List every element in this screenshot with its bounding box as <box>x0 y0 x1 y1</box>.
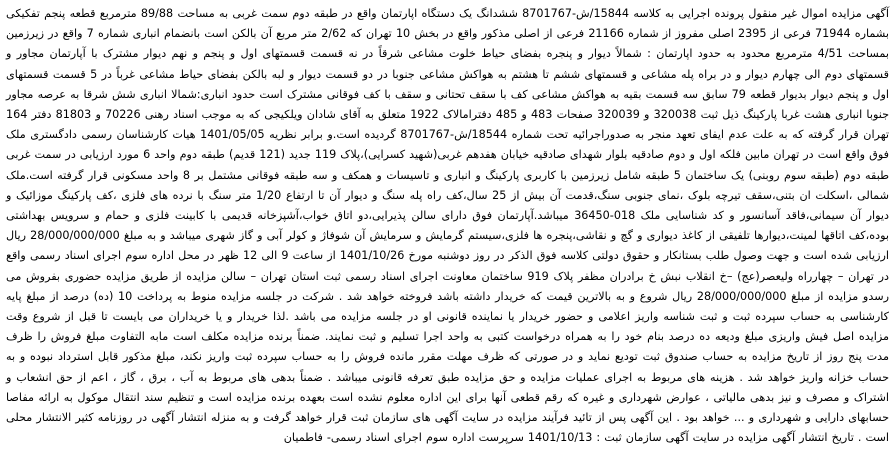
auction-notice-text: آگهی مزایده اموال غیر منقول پرونده اجرایی به کلاسه 15844/ش-8701767 ششدانگ یک دستگاه اپارتمان واقع در طبقه دوم سمت غربی به مساحت 89/88 مترمربع قطعه پنجم تفکیکی بشماره 71944 فرعی از 2395 اصلی مفروز از شماره 21166 فرعی از اصلی مذکور واقع در بخش 10 تهران که 2/62 متر مربع آن بالکن است بانضمام انباری شماره 7 واقع در زیرزمین بمساحت 4/51 مترمربع محدود به حدود اپارتمان : شمالاً دیوار و پنجره بفضای حیاط خلوت مشاعی شرقاً در نه قسمت قسمتهای اول و پنجم و نهم دیوار مشترک با آپارتمان مجاور و قسمتهای دوم الی چهارم دیوار و در براه پله مشاعی و قسمتهای ششم تا هشتم به هواکش مشاعی جنوبا در دو قسمت دیوار و لبه بالکن بفضای حیاط مشاعی غرباً در 5 قسمت قسمتهای اول و پنجم دیوار بدیوار قطعه 79 سابق سه قسمت بقیه به هواکش مشاعی کف با سقف تحتانی و سقف با کف فوقانی مشترک است حدود انباری:شمالا انباری شش شرقا به عرصه مجاور جنوبا انباری هشت غربا پارکینگ ذیل ثبت 320038 و 320039 صفحات 483 و 485 دفترامالاک 1922 متعلق به آقای شادان ویلکیجی که به موجب اسناد رهنی 70226 و 81803 دفتر 164 تهران قرار گرفته که به علت عدم ایفای تعهد منجر به صدوراجرائیه تحت شماره 18544/ش-8701767 گردیده است.و برابر نظریه 1401/05/05 هیات کارشناسان رسمی دادگستری ملک فوق واقع است در تهران مابین فلکه اول و دوم صادقیه بلوار شهدای صادقیه خیابان هفدهم غربی(شهید کسرایی)،پلاک 119 جدید (121 قدیم) طبقه دوم واحد 6 مورد ارزیابی در سمت غربی طبقه دوم (طبقه سوم روبنی) یک ساختمان 5 طبقه شامل زیرزمین با کاربری پارکینگ و انباری و تاسیسات و همکف و سه طبقه فوقانی مشتمل بر 8 واحد مسکونی قرار گرفته است.ملک شمالی ،اسکلت ان بتنی،سقف تیرچه بلوک ،نمای جنوبی سنگ،قدمت آن بیش از 25 سال،کف راه پله سنگ و دیوار آن تا ارتفاع 1/20 متر سنگ با نرده های فلزی ،کف پارکینگ موزائیک و دیوار آن سیمانی،فاقد آسانسور و کد شناسایی ملک 018-36450 میباشد.آپارتمان فوق دارای سالن پذیرایی،دو اتاق خواب،آشپزخانه قدیمی با کابینت فلزی و حمام و سرویس بهداشتی بوده،کف اتاقها لمینت،دیوارها تلفیقی از کاغذ دیواری و گچ و نقاشی،پنجره ها فلزی،سیستم گرمایش و سرمایش آن شوفاژ و کولر آبی و گاز شهری میباشد و به مبلغ 28/000/000/000 ریال ارزیابی شده است و جهت وصول طلب بستانکار و حقوق دولتی کلاسه فوق الذکر در روز دوشنبه مورخ 1401/10/26 از ساعت 9 الی 12 ظهر در محل اداره سوم اجرای اسناد رسمی واقع در تهران – چهارراه ولیعصر(عج) –خ انقلاب نبش خ برادران مظفر پلاک 919 ساختمان معاونت اجرای اسناد رسمی ثبت استان تهران – سالن مزایده از طریق مزایده حضوری بفروش می رسدو مزایده از مبلغ 28/000/000/000 ریال شروع و به بالاترین قیمت که خریدار داشته باشد فروخته خواهد شد . شرکت در جلسه مزایده منوط به پرداخت 10 (ده) درصد از مبلغ پایه کارشناسی به حساب سپرده ثبت و ثبت شناسه واریز اعلامی و حضور خریدار یا نماینده قانونی او در جلسه مزایده می باشد .لذا خریدار و یا خریداران می بایست تا قبل از شروع وقت مزایده اصل فیش واریزی مبلغ ودیعه ده درصد بنام خود را به همراه درخواست کتبی به واحد اجرا تسلیم و ثبت نمایند. ضمناً برنده مزایده مکلف است مابه التفاوت مبلغ فروش را ظرف مدت پنج روز از تاریخ مزایده به حساب صندوق ثبت تودیع نماید و در صورتی که ظرف مهلت مقرر مانده فروش را به حساب سپرده ثبت واریز نکند، مبلغ مذکور قابل استرداد نبوده و به حساب خزانه واریز خواهد شد . هزینه های مربوط به اجرای عملیات مزایده و حق مزایده طبق تعرفه قانونی میباشد . ضمناً بدهی های مربوط به آب ، برق ، گاز ، اعم از حق انشعاب و اشتراک و مصرف و نیز بدهی مالیاتی ، عوارض شهرداری و غیره که رقم قطعی آنها برای این اداره معلوم نشده است بعهده برنده مزایده است و تنظیم سند انتقال موکول به ارائه مفاصا حسابهای دارایی و شهرداری و ... خواهد بود . این آگهی پس از تائید فرآیند مزایده در سایت آگهی های سازمان ثبت قرار خواهد گرفت و به منزله انتشار آگهی در روزنامه کثیر الانتشار محلی است . تاریخ انتشار آگهی مزایده در سایت آگهی سازمان ثبت : 1401/10/13 سرپرست اداره سوم اجرای اسناد رسمی- فاطمیان <box>6 7 890 445</box>
